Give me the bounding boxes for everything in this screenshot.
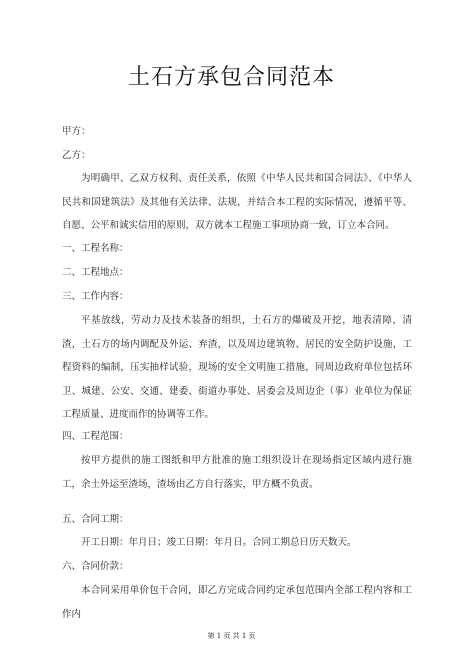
- work-content-paragraph: 平基放线，劳动力及技术装备的组织，土石方的爆破及开挖，地表清障，清渣，土石方的场内调配及外运、弃渣，以及周边建筑物、居民的安全防护设施，工程资料的编制，压实抽样试验，现场的安全文明施工措施，同周边政府单位包括环卫、城建、公安、交通、建委、街道办事处、居委会及周边企（事）业单位为保证工程质量、进度而作的协调等工作。: [62, 315, 412, 420]
- section-heading-price: 六、合同价款：: [62, 561, 129, 572]
- intro-paragraph: 为明确甲、乙双方权利、责任关系，依照《中华人民共和国合同法》、《中华人民共和国建筑法》及其他有关法律、法规，并结合本工程的实际情况，遵循平等、自愿、公平和诚实信用的原则，双方就本工程施工事项协商一致，订立本合同。: [62, 173, 412, 231]
- price-paragraph: 本合同采用单价包干合同，即乙方完成合同约定承包范围内全部工程内容和工作内: [62, 585, 412, 620]
- section-heading-project-name: 一、工程名称：: [62, 243, 129, 254]
- page-title: 土石方承包合同范本: [127, 65, 335, 90]
- party-b-line: 乙方：: [62, 150, 91, 161]
- scope-paragraph: 按甲方提供的施工图纸和甲方批准的施工组织设计在现场指定区域内进行施工，余土外运至渣场，渣场由乙方自行落实，甲方概不负责。: [62, 455, 412, 490]
- section-heading-duration: 五、合同工期：: [62, 514, 129, 525]
- page-number: 第 1 页 共 1 页: [207, 632, 256, 640]
- party-a-line: 甲方：: [62, 126, 91, 137]
- duration-paragraph: 开工日期：年月日；竣工日期：年月日。合同工期总日历天数天。: [81, 537, 357, 548]
- section-heading-project-location: 二、工程地点：: [62, 267, 129, 278]
- section-heading-work-content: 三、工作内容：: [62, 291, 129, 302]
- section-heading-scope: 四、工程范围：: [62, 431, 129, 442]
